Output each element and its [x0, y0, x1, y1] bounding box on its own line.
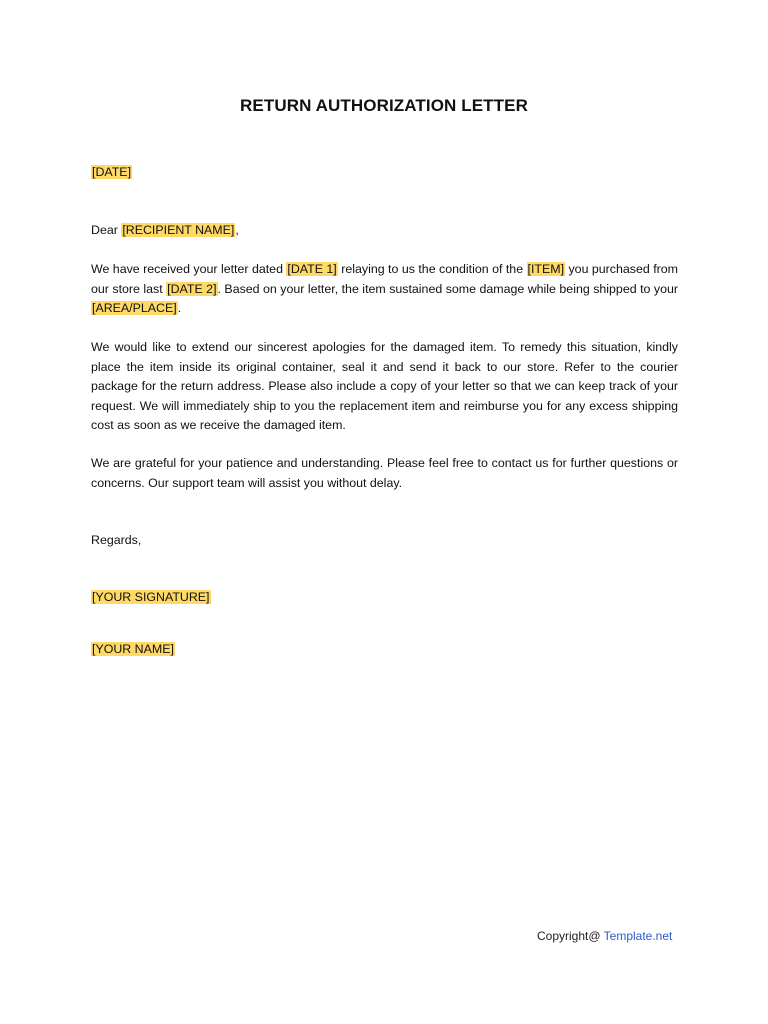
item-placeholder: [ITEM]	[527, 262, 565, 276]
paragraph1-text-1: We have received your letter dated	[91, 262, 287, 276]
salutation-suffix: ,	[235, 223, 239, 237]
salutation-prefix: Dear	[91, 223, 122, 237]
name-placeholder: [YOUR NAME]	[92, 642, 174, 656]
date-placeholder: [DATE]	[92, 165, 132, 179]
closing: Regards,	[91, 533, 142, 547]
paragraph1-text-3: you purchased from our store last	[91, 262, 678, 296]
date-line	[91, 163, 678, 183]
page-title: RETURN AUTHORIZATION LETTER	[240, 96, 528, 115]
salutation	[91, 221, 678, 241]
copyright-text: Copyright@	[537, 929, 604, 943]
paragraph-received-letter	[91, 260, 678, 319]
paragraph-apology: We would like to extend our sincerest apologies for the damaged item. To remedy this situation, kindly place the item inside its original container, seal it and send it back to our store. Refer to the courier package for the return address. Please also include a copy of your letter so that we can keep track of your request. We will immediately ship to you the replacement item and reimburse you for any excess shipping cost as soon as we receive the damaged item.	[91, 340, 678, 432]
signature-line	[91, 588, 678, 608]
recipient-name-placeholder: [RECIPIENT NAME]	[122, 223, 235, 237]
paragraph1-text-5: .	[177, 301, 182, 315]
name-line	[91, 640, 678, 660]
template-net-link[interactable]: Template.net	[603, 929, 673, 943]
date-1-placeholder: [DATE 1]	[287, 262, 337, 276]
signature-placeholder: [YOUR SIGNATURE]	[92, 590, 210, 604]
paragraph1-text-2: relaying to us the condition of the	[337, 262, 527, 276]
copyright-footer	[537, 929, 672, 943]
area-place-placeholder: [AREA/PLACE]	[92, 301, 177, 315]
paragraph1-text-4: . Based on your letter, the item sustained some damage while being shipped to your	[217, 281, 678, 296]
paragraph-gratitude: We are grateful for your patience and understanding. Please feel free to contact us for further questions or concerns. Our support team will assist you without delay.	[91, 456, 678, 490]
date-2-placeholder: [DATE 2]	[167, 281, 217, 296]
